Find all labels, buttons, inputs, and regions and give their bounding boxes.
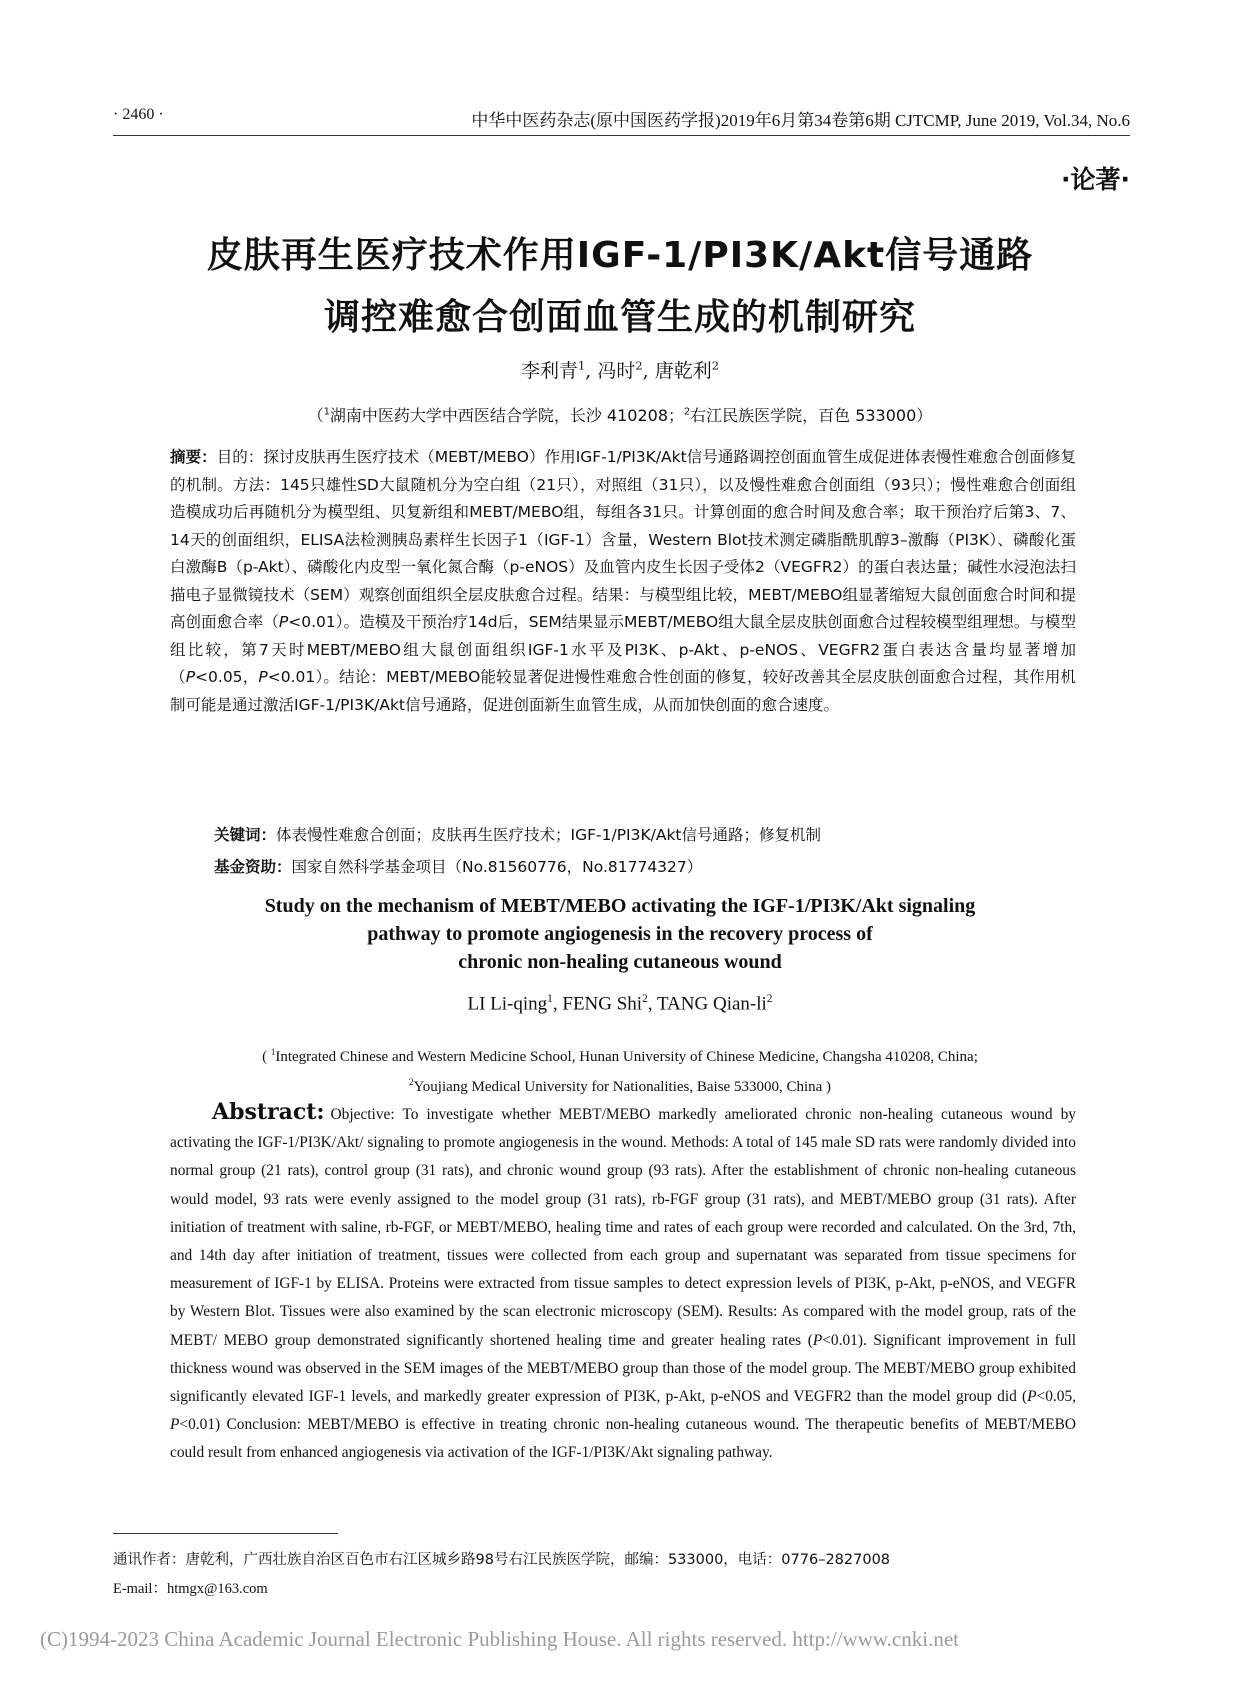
en-abstract-text-3: <0.05, xyxy=(1036,1388,1076,1406)
en-affiliations: ( $^1$Integrated Chinese and Western Medicine School, Hunan University of Chinese Medicine, Changsha 410208, China; $^2$Youjiang Medical University for Nationalities, Baise 533000, China ) xyxy=(262,1047,978,1095)
p-symbol: P xyxy=(185,668,196,686)
en-affil-2: Youjiang Medical University for Nationalities, Baise 533000, China xyxy=(413,1079,823,1095)
copyright-watermark: (C)1994-2023 China Academic Journal Electronic Publishing House. All rights reserved. http://www.cnki.net xyxy=(40,1627,959,1651)
en-abstract-text-4: <0.01) Conclusion: MEBT/MEBO is effective in treating chronic non-healing cutaneous wound. The therapeutic benefits of MEBT/MEBO could result from enhanced angiogenesis via activation of the IGF-1/PI3K/Akt signaling pathway. xyxy=(170,1416,1076,1462)
en-author-1: LI Li-qing xyxy=(467,993,548,1015)
en-abstract-text-2: <0.01). Significant improvement in full thickness wound was observed in the SEM images of the MEBT/MEBO group than those of the model group. The MEBT/MEBO group exhibited significantly elevated IGF-1 levels, and markedly greater expression of PI3K, p-Akt, p-eNOS and VEGFR2 than the model group did ( xyxy=(170,1331,1077,1406)
en-title-line3: chronic non-healing cutaneous wound xyxy=(458,951,782,973)
en-author-3: TANG Qian-li xyxy=(656,993,767,1015)
p-symbol: P xyxy=(258,668,268,686)
en-authors: LI Li-qing$^1$, FENG Shi$^2$, TANG Qian-$li^2$ xyxy=(467,993,773,1015)
cn-abstract-label: 摘要： xyxy=(170,448,217,466)
header-divider xyxy=(113,135,1130,136)
cn-abstract-text-1: 目的：探讨皮肤再生医疗技术（MEBT/MEBO）作用IGF-1/PI3K/Akt信号通路调控创面血管生成促进体表慢性难愈合创面修复的机制。方法：145只雄性SD大鼠随机分为空白组（21只），对照组（31只），以及慢性难愈合创面组（93只）；慢性难愈合创面组造模成功后再随机分为模型组、贝复新组和MEBT/MEBO组，每组各31只。计算创面的愈合时间及愈合率；取干预治疗后第3、7、14天的创面组织，ELISA法检测胰岛素样生长因子1（IGF-1）含量，Western Blot技术测定磷脂酰肌醇3–激酶（PI3K）、磷酸化蛋白激酶B（p-Akt）、磷酸化内皮型一氧化氮合酶（p-eNOS）及血管内皮生长因子受体2（VEGFR2）的蛋白表达量；碱性水浸泡法扫描电子显微镜技术（SEM）观察创面组织全层皮肤愈合过程。结果：与模型组比较，MEBT/MEBO组显著缩短大鼠创面愈合时间和提高创面愈合率（ xyxy=(170,448,1076,631)
email-note: E-mail：htmgx@163.com xyxy=(113,1581,268,1597)
funding-text: 国家自然科学基金项目（No.81560776，No.81774327） xyxy=(291,858,703,876)
cn-abstract-text-3: <0.05， xyxy=(195,668,259,686)
funding-label: 基金资助： xyxy=(214,858,292,876)
p-symbol: P xyxy=(278,613,289,631)
cn-abstract-text-2: <0.01）。造模及干预治疗14d后，SEM结果显示MEBT/MEBO组大鼠全层皮肤创面愈合过程较模型组理想。与模型组比较，第7天时MEBT/MEBO组大鼠创面组织IGF-1水平及PI3K、p-Akt、p-eNOS、VEGFR2蛋白表达含量均显著增加（ xyxy=(170,613,1076,686)
cn-abstract-text-4: <0.01）。结论：MEBT/MEBO能较显著促进慢性难愈合性创面的修复，较好改善其全层皮肤创面愈合过程，其作用机制可能是通过激活IGF-1/PI3K/Akt信号通路，促进创面新生血管生成，从而加快创面的愈合速度。 xyxy=(170,668,1076,714)
cn-title-line1: 皮肤再生医疗技术作用IGF-1/PI3K/Akt信号通路 xyxy=(206,235,1034,276)
en-title-line1: Study on the mechanism of MEBT/MEBO activating the IGF-1/PI3K/Akt signaling xyxy=(264,895,976,917)
p-symbol: P xyxy=(812,1331,823,1349)
page-number: · 2460 · xyxy=(113,106,164,123)
cn-affil-1: 湖南中医药大学中西医结合学院，长沙 410208； xyxy=(329,406,684,425)
p-symbol: P xyxy=(170,1416,180,1434)
en-abstract xyxy=(170,1098,1076,1468)
en-title xyxy=(0,892,1240,976)
cn-keywords xyxy=(214,823,821,845)
cn-affiliations: （$^1$湖南中医药大学中西医结合学院，长沙 410208；$^2$右江民族医学院，百色 533000） xyxy=(307,406,933,425)
footnote-divider xyxy=(113,1533,338,1534)
en-abstract-label: Abstract: xyxy=(212,1099,325,1125)
journal-header: 中华中医药杂志(原中国医药学报)2019年6月第34卷第6期 CJTCMP, June 2019, Vol.34, No.6 xyxy=(471,111,1130,130)
cn-title-line2: 调控难愈合创面血管生成的机制研究 xyxy=(323,297,916,338)
cn-author-2: 冯时 xyxy=(597,360,636,382)
cn-funding xyxy=(214,855,702,877)
cn-author-3: 唐乾利 xyxy=(654,360,712,382)
p-symbol: P xyxy=(1027,1388,1037,1406)
en-affil-1: Integrated Chinese and Western Medicine School, Hunan University of Chinese Medicine, Changsha 410208, China; xyxy=(275,1049,978,1065)
keywords-label: 关键词： xyxy=(214,826,277,844)
correspondence-note: 通讯作者：唐乾利，广西壮族自治区百色市右江区城乡路98号右江民族医学院，邮编：533000，电话：0776–2827008 xyxy=(113,1552,891,1568)
cn-affil-2: 右江民族医学院，百色 533000 xyxy=(690,406,917,425)
keywords-text: 体表慢性难愈合创面；皮肤再生医疗技术；IGF-1/PI3K/Akt信号通路；修复机制 xyxy=(276,826,822,844)
section-label: ·论著· xyxy=(1061,165,1130,194)
en-title-line2: pathway to promote angiogenesis in the recovery process of xyxy=(367,923,873,945)
en-abstract-text-1: Objective: To investigate whether MEBT/MEBO markedly ameliorated chronic non-healing cutaneous wound by activating the IGF-1/PI3K/Akt/ signaling to promote angiogenesis in the wound. Methods: A total of 145 male SD rats were randomly divided into normal group (21 rats), control group (31 rats), and chronic wound group (93 rats). After the establishment of chronic non-healing cutaneous would model, 93 rats were evenly assigned to the model group (31 rats), rb-FGF group (31 rats), and MEBT/MEBO group (31 rats). After initiation of treatment with saline, rb-FGF, or MEBT/MEBO, healing time and rates of each group were recorded and calculated. On the 3rd, 7th, and 14th day after initiation of treatment, tissues were collected from each group and supernatant was separated from tissue specimens for measurement of IGF-1 by ELISA. Proteins were extracted from tissue samples to detect expression levels of PI3K, p-Akt, p-eNOS, and VEGFR by Western Blot. Tissues were also examined by the scan electronic microscopy (SEM). Results: As compared with the model group, rats of the MEBT/ MEBO group demonstrated significantly shortened healing time and greater healing rates ( xyxy=(170,1106,1076,1349)
cn-author-1: 李利青 xyxy=(521,360,579,382)
cn-authors: 李利青$^1$, 冯时$^2$, 唐乾利$^2$ xyxy=(521,358,719,382)
en-author-2: FENG Shi xyxy=(562,993,643,1015)
cn-title xyxy=(0,225,1240,349)
cn-abstract xyxy=(170,444,1076,719)
